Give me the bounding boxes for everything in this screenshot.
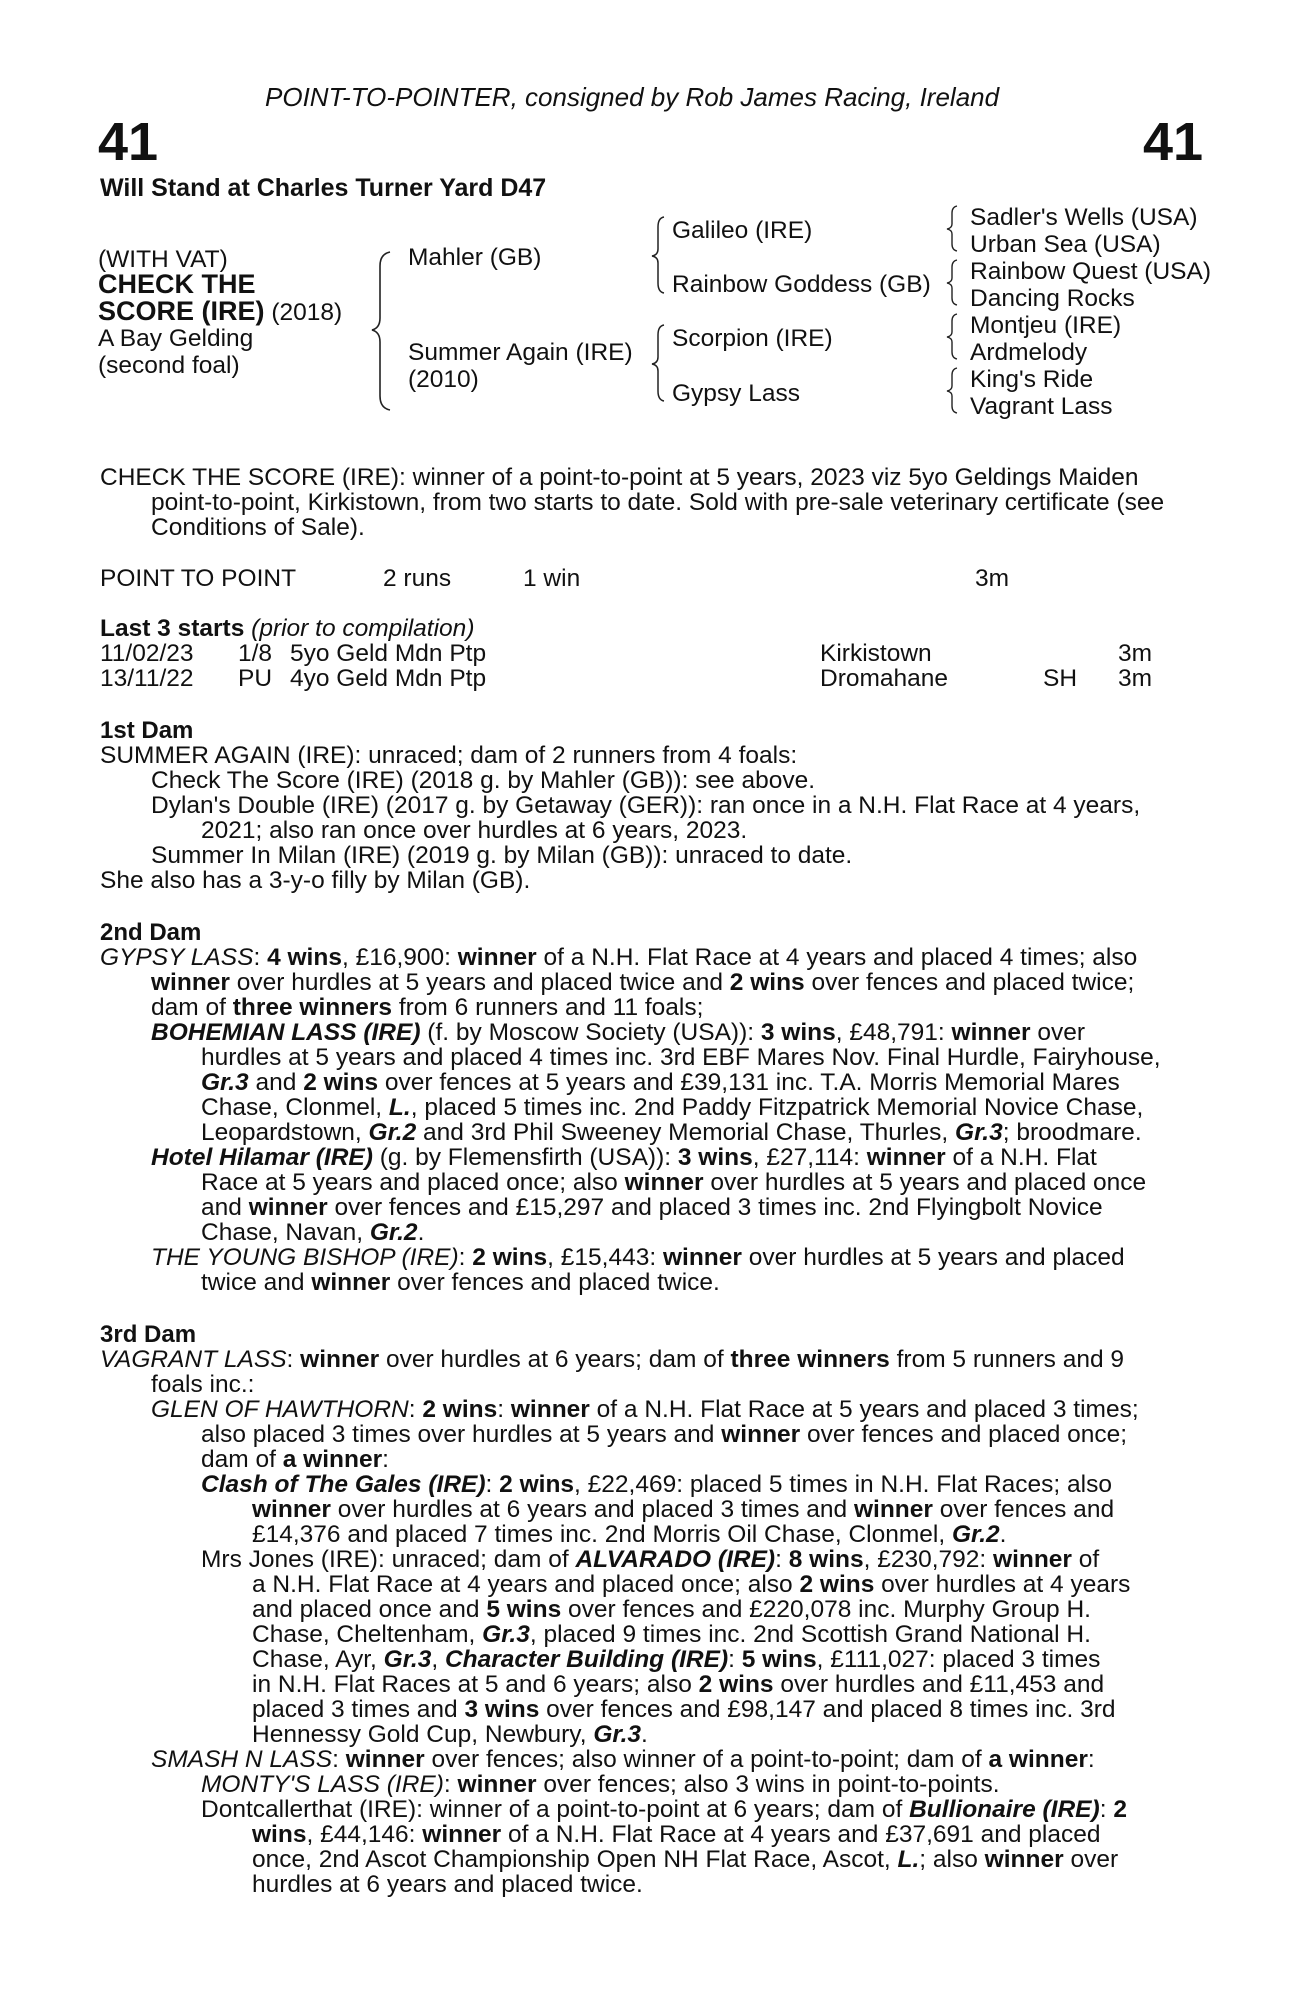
start-distance: 3m [1118, 640, 1153, 667]
third-dam-line: Chase, Ayr, Gr.3, Character Building (IRE): 5 wins, £111,027: placed 3 times [252, 1646, 1101, 1673]
second-dam-line: Race at 5 years and placed once; also winner over hurdles at 5 years and placed once [201, 1169, 1147, 1196]
horse-description: A Bay Gelding [98, 325, 254, 352]
third-dam-line: GLEN OF HAWTHORN: 2 wins: winner of a N.H. Flat Race at 5 years and placed 3 times; [151, 1396, 1139, 1423]
first-dam-line: She also has a 3-y-o filly by Milan (GB). [100, 867, 531, 894]
second-dam-line: Leopardstown, Gr.2 and 3rd Phil Sweeney Memorial Chase, Thurles, Gr.3; broodmare. [201, 1119, 1142, 1146]
pedigree-sire: Mahler (GB) [408, 244, 542, 271]
catalogue-subtitle: POINT-TO-POINTER, consigned by Rob James Racing, Ireland [265, 82, 1000, 112]
third-dam-line: Chase, Cheltenham, Gr.3, placed 9 times inc. 2nd Scottish Grand National H. [252, 1621, 1091, 1648]
summary-line: Conditions of Sale). [151, 514, 365, 541]
third-dam-line: once, 2nd Ascot Championship Open NH Flat Race, Ascot, L.; also winner over [252, 1846, 1119, 1873]
third-dam-line: winner over hurdles at 6 years and placed 3 times and winner over fences and [252, 1496, 1115, 1523]
third-dam-line: foals inc.: [151, 1371, 255, 1398]
second-dam-line: dam of three winners from 6 runners and 11 foals; [151, 994, 704, 1021]
stand-location: Will Stand at Charles Turner Yard D47 [100, 174, 547, 202]
second-dam-line: BOHEMIAN LASS (IRE) (f. by Moscow Society (USA)): 3 wins, £48,791: winner over [151, 1019, 1085, 1046]
pedigree-dam-year: (2010) [408, 366, 479, 393]
start-position: 1/8 [238, 640, 273, 667]
start-race: 4yo Geld Mdn Ptp [290, 665, 487, 692]
second-dam-line: THE YOUNG BISHOP (IRE): 2 wins, £15,443: winner over hurdles at 5 years and placed [151, 1244, 1125, 1271]
pedigree-ds-dam: Ardmelody [970, 339, 1088, 366]
pedigree-ds-sire: Montjeu (IRE) [970, 312, 1122, 339]
pedigree-brace-sd [945, 258, 961, 306]
third-dam-line: dam of a winner: [201, 1446, 389, 1473]
first-dam-line: 2021; also ran once over hurdles at 6 years, 2023. [201, 817, 748, 844]
third-dam-line: also placed 3 times over hurdles at 5 years and winner over fences and placed once; [201, 1421, 1128, 1448]
summary-line: point-to-point, Kirkistown, from two starts to date. Sold with pre-sale veterinary certificate (see [151, 489, 1165, 516]
second-dam-line: and winner over fences and £15,297 and placed 3 times inc. 2nd Flyingbolt Novice [201, 1194, 1103, 1221]
pedigree-brace-dd [945, 366, 961, 414]
third-dam-line: Dontcallerthat (IRE): winner of a point-to-point at 6 years; dam of Bullionaire (IRE): 2 [201, 1796, 1127, 1823]
first-dam-line: SUMMER AGAIN (IRE): unraced; dam of 2 runners from 4 foals: [100, 742, 798, 769]
third-dam-line: and placed once and 5 wins over fences and £220,078 inc. Murphy Group H. [252, 1596, 1091, 1623]
horse-name-line1: CHECK THE [98, 269, 256, 299]
pedigree-dam-sire: Scorpion (IRE) [672, 325, 833, 352]
start-course: Kirkistown [820, 640, 932, 667]
pedigree-dam-dam: Gypsy Lass [672, 380, 800, 407]
pedigree-sire-dam: Rainbow Goddess (GB) [672, 271, 931, 298]
first-dam-heading: 1st Dam [100, 717, 194, 744]
second-dam-line: winner over hurdles at 5 years and placed twice and 2 wins over fences and placed twice; [151, 969, 1135, 996]
lot-number-left: 41 [98, 112, 159, 172]
third-dam-line: MONTY'S LASS (IRE): winner over fences; also 3 wins in point-to-points. [201, 1771, 1000, 1798]
third-dam-line: Mrs Jones (IRE): unraced; dam of ALVARADO (IRE): 8 wins, £230,792: winner of [201, 1546, 1100, 1573]
second-dam-line: GYPSY LASS: 4 wins, £16,900: winner of a N.H. Flat Race at 4 years and placed 4 times; also [100, 944, 1138, 971]
pedigree-brace-main [368, 250, 398, 410]
third-dam-heading: 3rd Dam [100, 1321, 197, 1348]
start-distance: 3m [1118, 665, 1153, 692]
ptp-wins: 1 win [523, 565, 581, 592]
lot-number-right: 41 [1143, 112, 1204, 172]
second-dam-line: twice and winner over fences and placed twice. [201, 1269, 720, 1296]
start-course: Dromahane [820, 665, 949, 692]
second-dam-line: Chase, Navan, Gr.2. [201, 1219, 425, 1246]
foal-note: (second foal) [98, 352, 240, 379]
start-position: PU [238, 665, 273, 692]
horse-name-line2: SCORE (IRE) [98, 296, 265, 326]
third-dam-line: placed 3 times and 3 wins over fences and £98,147 and placed 8 times inc. 3rd [252, 1696, 1116, 1723]
pedigree-brace-ss [945, 204, 961, 252]
pedigree-dam: Summer Again (IRE) [408, 339, 633, 366]
pedigree-dd-sire: King's Ride [970, 366, 1094, 393]
third-dam-line: Clash of The Gales (IRE): 2 wins, £22,469: placed 5 times in N.H. Flat Races; also [201, 1471, 1112, 1498]
pedigree-sd-sire: Rainbow Quest (USA) [970, 258, 1212, 285]
pedigree-brace-sire [650, 215, 670, 295]
third-dam-line: £14,376 and placed 7 times inc. 2nd Morris Oil Chase, Clonmel, Gr.2. [252, 1521, 1007, 1548]
pedigree-brace-ds [945, 312, 961, 360]
third-dam-line: VAGRANT LASS: winner over hurdles at 6 years; dam of three winners from 5 runners and 9 [100, 1346, 1125, 1373]
second-dam-line: hurdles at 5 years and placed 4 times inc. 3rd EBF Mares Nov. Final Hurdle, Fairyhouse, [201, 1044, 1161, 1071]
second-dam-heading: 2nd Dam [100, 919, 202, 946]
vat-note: (WITH VAT) [98, 246, 228, 273]
second-dam-line: Hotel Hilamar (IRE) (g. by Flemensfirth (USA)): 3 wins, £27,114: winner of a N.H. Flat [151, 1144, 1097, 1171]
last-starts-note: (prior to compilation) [251, 615, 475, 642]
pedigree-dd-dam: Vagrant Lass [970, 393, 1113, 420]
start-date: 11/02/23 [100, 640, 194, 667]
second-dam-line: Gr.3 and 2 wins over fences at 5 years and £39,131 inc. T.A. Morris Memorial Mares [201, 1069, 1120, 1096]
first-dam-line: Dylan's Double (IRE) (2017 g. by Getaway (GER)): ran once in a N.H. Flat Race at 4 years, [151, 792, 1141, 819]
start-date: 13/11/22 [100, 665, 194, 692]
start-going: SH [1043, 665, 1078, 692]
third-dam-line: in N.H. Flat Races at 5 and 6 years; also 2 wins over hurdles and £11,453 and [252, 1671, 1105, 1698]
pedigree-ss-sire: Sadler's Wells (USA) [970, 204, 1198, 231]
second-dam-line: Chase, Clonmel, L., placed 5 times inc. 2nd Paddy Fitzpatrick Memorial Novice Chase, [201, 1094, 1144, 1121]
summary-line: CHECK THE SCORE (IRE): winner of a point-to-point at 5 years, 2023 viz 5yo Geldings Maiden [100, 464, 1139, 491]
horse-foaling-year: (2018) [271, 299, 343, 326]
ptp-label: POINT TO POINT [100, 565, 297, 592]
ptp-runs: 2 runs [383, 565, 452, 592]
pedigree-ss-dam: Urban Sea (USA) [970, 231, 1161, 258]
third-dam-line: Hennessy Gold Cup, Newbury, Gr.3. [252, 1721, 648, 1748]
ptp-distance: 3m [975, 565, 1010, 592]
pedigree-sire-sire: Galileo (IRE) [672, 217, 813, 244]
third-dam-line: wins, £44,146: winner of a N.H. Flat Race at 4 years and £37,691 and placed [252, 1821, 1101, 1848]
last-starts-heading: Last 3 starts [100, 615, 245, 642]
first-dam-line: Check The Score (IRE) (2018 g. by Mahler (GB)): see above. [151, 767, 816, 794]
third-dam-line: SMASH N LASS: winner over fences; also winner of a point-to-point; dam of a winner: [151, 1746, 1095, 1773]
third-dam-line: hurdles at 6 years and placed twice. [252, 1871, 643, 1898]
first-dam-line: Summer In Milan (IRE) (2019 g. by Milan (GB)): unraced to date. [151, 842, 853, 869]
third-dam-line: a N.H. Flat Race at 4 years and placed once; also 2 wins over hurdles at 4 years [252, 1571, 1131, 1598]
start-race: 5yo Geld Mdn Ptp [290, 640, 487, 667]
pedigree-brace-dam [650, 323, 670, 403]
pedigree-sd-dam: Dancing Rocks [970, 285, 1135, 312]
